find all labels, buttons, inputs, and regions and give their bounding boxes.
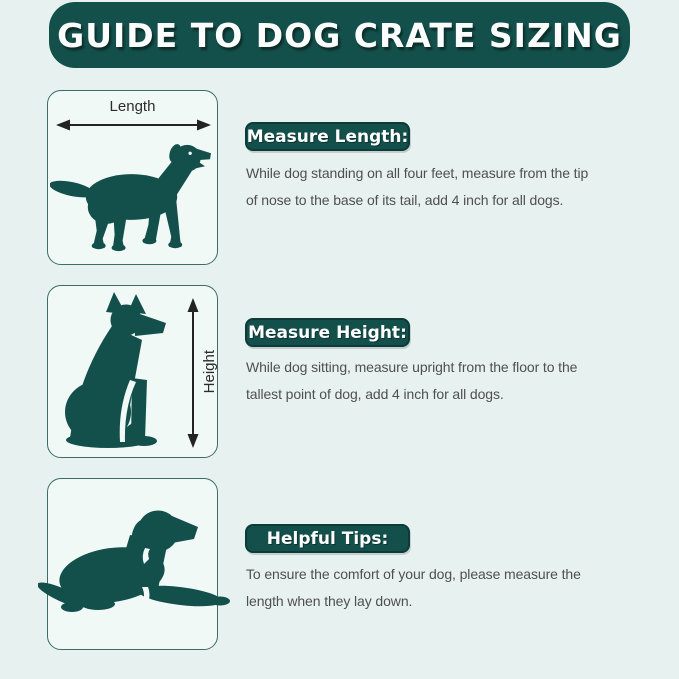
measure-height-text: [246, 354, 577, 408]
sitting-dog-icon: [56, 292, 196, 452]
length-double-arrow-icon: [56, 118, 211, 132]
measure-length-line-1: While dog standing on all four feet, measure from the tip: [246, 165, 589, 181]
header-banner: [49, 2, 630, 68]
length-illustration-panel: [47, 90, 218, 265]
helpful-tips-text: [246, 561, 581, 615]
helpful-tips-line-1: To ensure the comfort of your dog, please measure the: [246, 566, 581, 582]
measure-height-badge: Measure Height:: [245, 318, 410, 347]
length-label: Length: [109, 98, 156, 115]
measure-height-line-2: tallest point of dog, add 4 inch for all dogs.: [246, 386, 504, 402]
measure-length-badge: Measure Length:: [245, 122, 410, 151]
height-label-wrap: [200, 286, 218, 457]
height-label: Height: [200, 349, 218, 394]
measure-height-line-1: While dog sitting, measure upright from the floor to the: [246, 359, 578, 375]
tips-illustration-panel: [47, 478, 218, 650]
page-title: GUIDE TO DOG CRATE SIZING: [57, 15, 622, 55]
standing-dog-icon: [50, 139, 214, 257]
measure-length-line-2: of nose to the base of its tail, add 4 inch for all dogs.: [246, 192, 564, 208]
helpful-tips-badge: Helpful Tips:: [245, 524, 410, 553]
helpful-tips-line-2: length when they lay down.: [246, 593, 413, 609]
measure-length-text: [246, 160, 588, 214]
height-illustration-panel: [47, 285, 218, 458]
lying-dog-icon: [38, 501, 234, 623]
